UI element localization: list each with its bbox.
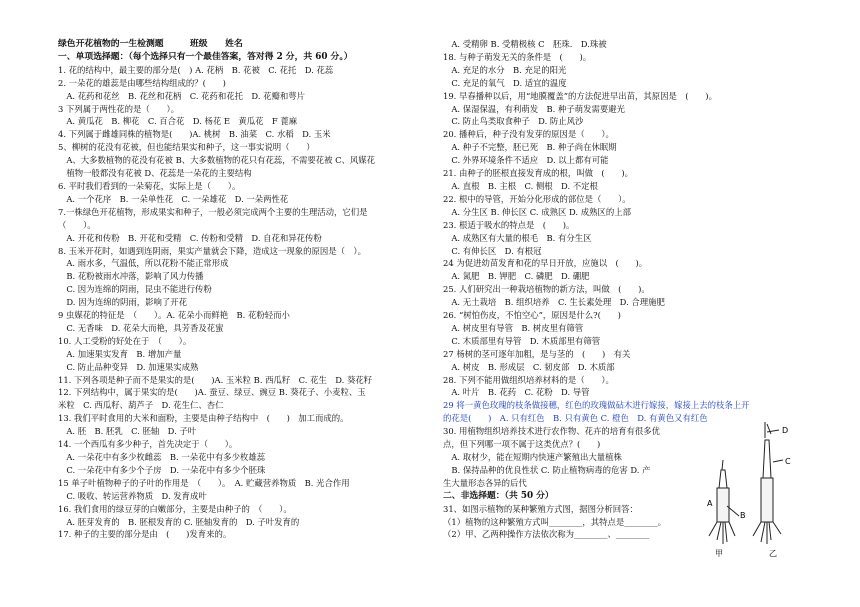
question-line: 29 将一黄色玫瑰的枝条做接穗，红色的玫瑰做砧木进行嫁接，嫁接上去的枝条上开	[443, 400, 750, 411]
left-column	[58, 38, 438, 541]
question-line: 米粒 C. 西瓜籽、葫芦子 D. 花生仁、杏仁	[58, 400, 224, 411]
question-line: 17. 种子的主要的部分是由 ( )发育来的。	[58, 529, 232, 540]
question-line: C. 因为连绵的阴雨，昆虫不能进行传粉	[58, 284, 212, 295]
question-line: 21. 由种子的胚根直接发育成的根，叫做 ( )。	[443, 168, 634, 179]
question-line: A、大多数植物的花没有花被 B、大多数植物的花只有花蕊，不需要花被 C、风媒花	[58, 155, 376, 166]
question-line: 12. 下列结构中，属于果实的是( )A. 蚕豆、绿豆、豌豆 B. 葵花子、小麦粒、玉	[58, 387, 366, 398]
question-line: A. 黄瓜花 B. 柳花 C. 百合花 D. 杨花 E 黄瓜花 F 蓖麻	[58, 116, 298, 127]
question-line: 14. 一个西瓜有多少种子，首先决定于（ ）。	[58, 439, 238, 450]
question-line: （1）植物的这种繁殖方式叫________，其特点是________。	[443, 516, 667, 527]
question-line: C. 充足的氧气 D. 适宜的温度	[443, 77, 567, 88]
question-line: 19. 早春播种以后，用“地膜覆盖”的方法促进早出苗，其原因是 ( )。	[443, 90, 717, 101]
question-line: 18. 与种子萌发无关的条件是 ( )。	[443, 51, 592, 62]
question-line: 点，但下列哪一项不属于这类优点？( )	[443, 439, 601, 450]
question-line: 22. 根中的导管，开始分化形成的部位是（ ）。	[443, 193, 631, 204]
grafting-figure	[705, 418, 795, 558]
question-line: 1. 花的结构中，最主要的部分是( ) A. 花柄 B. 花被 C. 花托 D. 花蕊	[58, 64, 334, 75]
question-line: A. 开花和传粉 B. 开花和受精 C. 传粉和受精 D. 自花和异花传粉	[58, 232, 322, 243]
question-line: A. 分生区 B. 伸长区 C. 成熟区 D. 成熟区的上部	[443, 206, 632, 217]
question-line: A. 加速果实发育 B. 增加产量	[58, 348, 182, 359]
question-line: 15 单子叶植物种子的子叶的作用是 （ ）。 A. 贮藏营养物质 B. 光合作用	[58, 477, 350, 488]
question-line: 10. 人工受粉的好处在于 （ ）。	[58, 335, 192, 346]
graft-plant-right	[753, 422, 783, 544]
question-line: 5、柳树的花没有花被，但也能结果实和种子，这一事实说明（ ）	[58, 142, 315, 153]
figure-label-d: D	[782, 426, 789, 435]
question-line: 3 下列属于两性花的是（ ）。	[58, 103, 180, 114]
question-line: A. 种子不完整，胚已死 B. 种子尚在休眠期	[443, 142, 617, 153]
question-line: C. 有伸长区 D. 有根冠	[443, 245, 542, 256]
question-line: A. 取材少，能在短期内快速产繁殖出大量植株	[443, 452, 622, 462]
question-line: A. 保湿保温，有利萌发 B. 种子萌发需要避光	[443, 103, 625, 114]
question-line: （ ）。	[58, 219, 96, 230]
question-line: B. 保持品种的优良性状 C. 防止植物病毒的危害 D. 产	[443, 464, 651, 475]
question-line: 13. 我们平时食用的大米和面粉，主要是由种子结构中 ( ) 加工而成的。	[58, 413, 349, 424]
question-line: A. 直根 B. 主根 C. 侧根 D. 不定根	[443, 180, 598, 191]
section-heading: 二、非选择题：（共 50 分）	[443, 490, 554, 501]
question-line: 8. 玉米开花时，如遇到连阴雨，果实产量就会下降，造成这一现象的原因是（ ）。	[58, 245, 366, 256]
question-line: 9 虫媒花的特征是 （ ）。A. 花朵小而鲜艳 B. 花粉轻而小	[58, 310, 290, 321]
question-line: A. 胚芽发育的 B. 胚根发育的 C. 胚轴发育的 D. 子叶发育的	[58, 516, 300, 527]
question-line: 生大量形态各异的后代	[443, 477, 527, 488]
question-line: 16. 我们食用的绿豆芽的白嫩部分，主要是由种子的 （ ）。	[58, 503, 292, 514]
question-line: A. 充足的水分 B. 充足的阳光	[443, 64, 567, 75]
question-line: A. 叶片 B. 花药 C. 花粉 D. 导管	[443, 387, 590, 398]
section-heading: 一、单项选择题：（每个选择只有一个最佳答案，答对得 2 分，共 60 分。）	[58, 51, 353, 62]
question-line: 植物一般都没有花被 D、花蕊是一朵花的主要结构	[58, 168, 252, 179]
question-line: 6. 平时我们看到的一朵菊花，实际上是（ ）。	[58, 180, 241, 191]
question-line: 11. 下列各项是种子而不是果实的是( )A. 玉米粒 B. 西瓜籽 C. 花生 D. 葵花籽	[58, 374, 373, 385]
question-line: D. 因为连绵的阴雨，影响了开花	[58, 297, 187, 308]
question-line: A. 树皮里有导管 B. 树皮里有筛管	[443, 322, 584, 333]
question-line: 25. 人们研究出一种栽培植物的新方法，叫做 ( )。	[443, 284, 650, 295]
question-line: C. 木质部里有导管 D. 木质部里有筛管	[443, 335, 601, 346]
figure-caption-jia: 甲	[715, 549, 723, 558]
exam-title: 绿色开花植物的一生检测题 班级 姓名	[58, 39, 243, 49]
question-line: B. 花粉被雨水冲落，影响了风力传播	[58, 271, 204, 282]
question-line: C. 防止品种变异 D. 加速果实成熟	[58, 361, 199, 372]
question-line: 的花是( ) A. 只有红色 B. 只有黄色 C. 橙色 D. 有黄色又有红色	[443, 413, 708, 424]
question-line: 27 杨树的茎可逐年加粗，是与茎的 ( ) 有关	[443, 348, 631, 359]
question-line: A. 花药和花丝 B. 花丝和花柄 C. 花药和花托 D. 花瓣和萼片	[58, 90, 306, 101]
question-line: （2）甲、乙两种操作方法依次称为________、________	[443, 529, 650, 540]
question-line: A. 成熟区有大量的根毛 B. 有分生区	[443, 232, 592, 243]
question-line: C. 外界环境条件不适应 D. 以上都有可能	[443, 155, 609, 166]
question-line: 20. 播种后，种子没有发芽的原因是（ ）。	[443, 129, 614, 140]
question-line: A. 雨水多，气温低，所以花粉不能正常形成	[58, 258, 229, 269]
question-line: C. 无香味 D. 花朵大而艳，具芳香及花蜜	[58, 322, 224, 333]
question-line: 26. “树怕伤皮，不怕空心”，原因是什么?( )	[443, 310, 621, 321]
question-line: 7.一株绿色开花植物，形成果实和种子，一般必须完成两个主要的生理活动，它们是	[58, 206, 368, 217]
question-line: 28. 下列不能用做组织培养材料的是（ ）。	[443, 374, 614, 385]
question-line: A. 氮肥 B. 钾肥 C. 磷肥 D. 硼肥	[443, 271, 590, 282]
question-line: 24 为促进幼苗发育和花的早日开放，应施以 ( )。	[443, 258, 648, 269]
question-line: A. 胚 B. 胚乳 C. 胚轴 D. 子叶	[58, 426, 197, 437]
question-line: C. 防止鸟类取食种子 D. 防止风沙	[443, 116, 584, 127]
question-line: 31、如图示植物的某种繁殖方式图，据图分析回答：	[443, 503, 638, 514]
question-line: 4. 下列属于雌雄同株的植物是( )A. 桃树 B. 油菜 C. 水稻 D. 玉米	[58, 129, 331, 140]
graft-plant-left	[709, 460, 739, 544]
question-line: A. 一朵花中有多少枚雌蕊 B. 一朵花中有多少枚雄蕊	[58, 452, 266, 462]
figure-caption-yi: 乙	[769, 549, 777, 558]
figure-label-c: C	[785, 457, 791, 466]
question-line: 2. 一朵花的雄蕊是由哪些结构组成的？( )	[58, 77, 226, 88]
question-line: A. 一个花序 B. 一朵单性花 C. 一朵雄花 D. 一朵两性花	[58, 193, 289, 204]
question-line: A. 无土栽培 B. 组织培养 C. 生长素处理 D. 合理施肥	[443, 297, 665, 308]
question-line: A. 受精卵 B. 受精极核 C 胚珠. D.珠被	[443, 39, 607, 49]
figure-label-b: B	[740, 511, 746, 520]
figure-label-a: A	[707, 499, 713, 508]
question-line: C. 吸收、转运营养物质 D. 发育成叶	[58, 490, 207, 501]
question-line: C. 一朵花中有多少个子房 D. 一朵花中有多少个胚珠	[58, 464, 266, 475]
question-line: A. 树皮 B. 形成层 C. 韧皮部 D. 木质部	[443, 361, 615, 372]
question-line: 30. 用植物组织培养技术进行农作物、花卉的培育有很多优	[443, 426, 660, 437]
question-line: 23. 根适于吸水的特点是 ( )。	[443, 219, 575, 230]
